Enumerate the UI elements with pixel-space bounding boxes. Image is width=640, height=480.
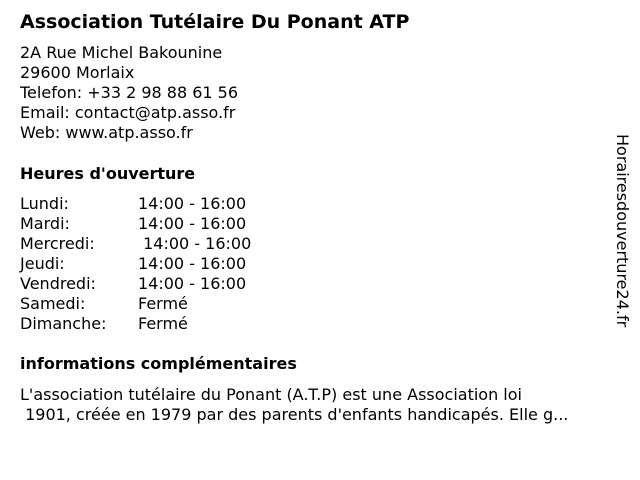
- additional-info-heading: informations complémentaires: [20, 354, 297, 373]
- opening-hours-heading: Heures d'ouverture: [20, 164, 196, 183]
- day-hours: 14:00 - 16:00: [138, 274, 247, 293]
- phone-number: Telefon: +33 2 98 88 61 56: [20, 83, 239, 102]
- hours-row-wednesday: [20, 234, 251, 254]
- hours-row-sunday: [20, 314, 251, 334]
- day-label: Samedi:: [20, 294, 86, 313]
- business-title: Association Tutélaire Du Ponant ATP: [20, 11, 410, 33]
- day-label: Vendredi:: [20, 274, 96, 293]
- info-line-1: L'association tutélaire du Ponant (A.T.P) est une Association loi: [20, 385, 522, 404]
- info-line-2: 1901, créée en 1979 par des parents d'enfants handicapés. Elle g...: [20, 405, 569, 424]
- day-hours: 14:00 - 16:00: [138, 194, 247, 213]
- day-hours: Fermé: [138, 294, 188, 313]
- day-hours: Fermé: [138, 314, 188, 333]
- address-block: [20, 43, 238, 143]
- day-hours: 14:00 - 16:00: [138, 234, 252, 253]
- additional-info-text: [20, 385, 620, 425]
- hours-row-saturday: [20, 294, 251, 314]
- day-hours: 14:00 - 16:00: [138, 214, 247, 233]
- email-address: Email: contact@atp.asso.fr: [20, 103, 236, 122]
- hours-row-tuesday: [20, 214, 251, 234]
- website: Web: www.atp.asso.fr: [20, 123, 193, 142]
- opening-hours-table: [20, 194, 251, 334]
- hours-row-thursday: [20, 254, 251, 274]
- day-label: Dimanche:: [20, 314, 107, 333]
- brand-watermark: Horairesdouverture24.fr: [613, 134, 632, 328]
- day-label: Mardi:: [20, 214, 70, 233]
- day-hours: 14:00 - 16:00: [138, 254, 247, 273]
- hours-row-friday: [20, 274, 251, 294]
- city-postcode: 29600 Morlaix: [20, 63, 135, 82]
- street-address: 2A Rue Michel Bakounine: [20, 43, 223, 62]
- day-label: Mercredi:: [20, 234, 95, 253]
- hours-row-monday: [20, 194, 251, 214]
- day-label: Jeudi:: [20, 254, 65, 273]
- day-label: Lundi:: [20, 194, 69, 213]
